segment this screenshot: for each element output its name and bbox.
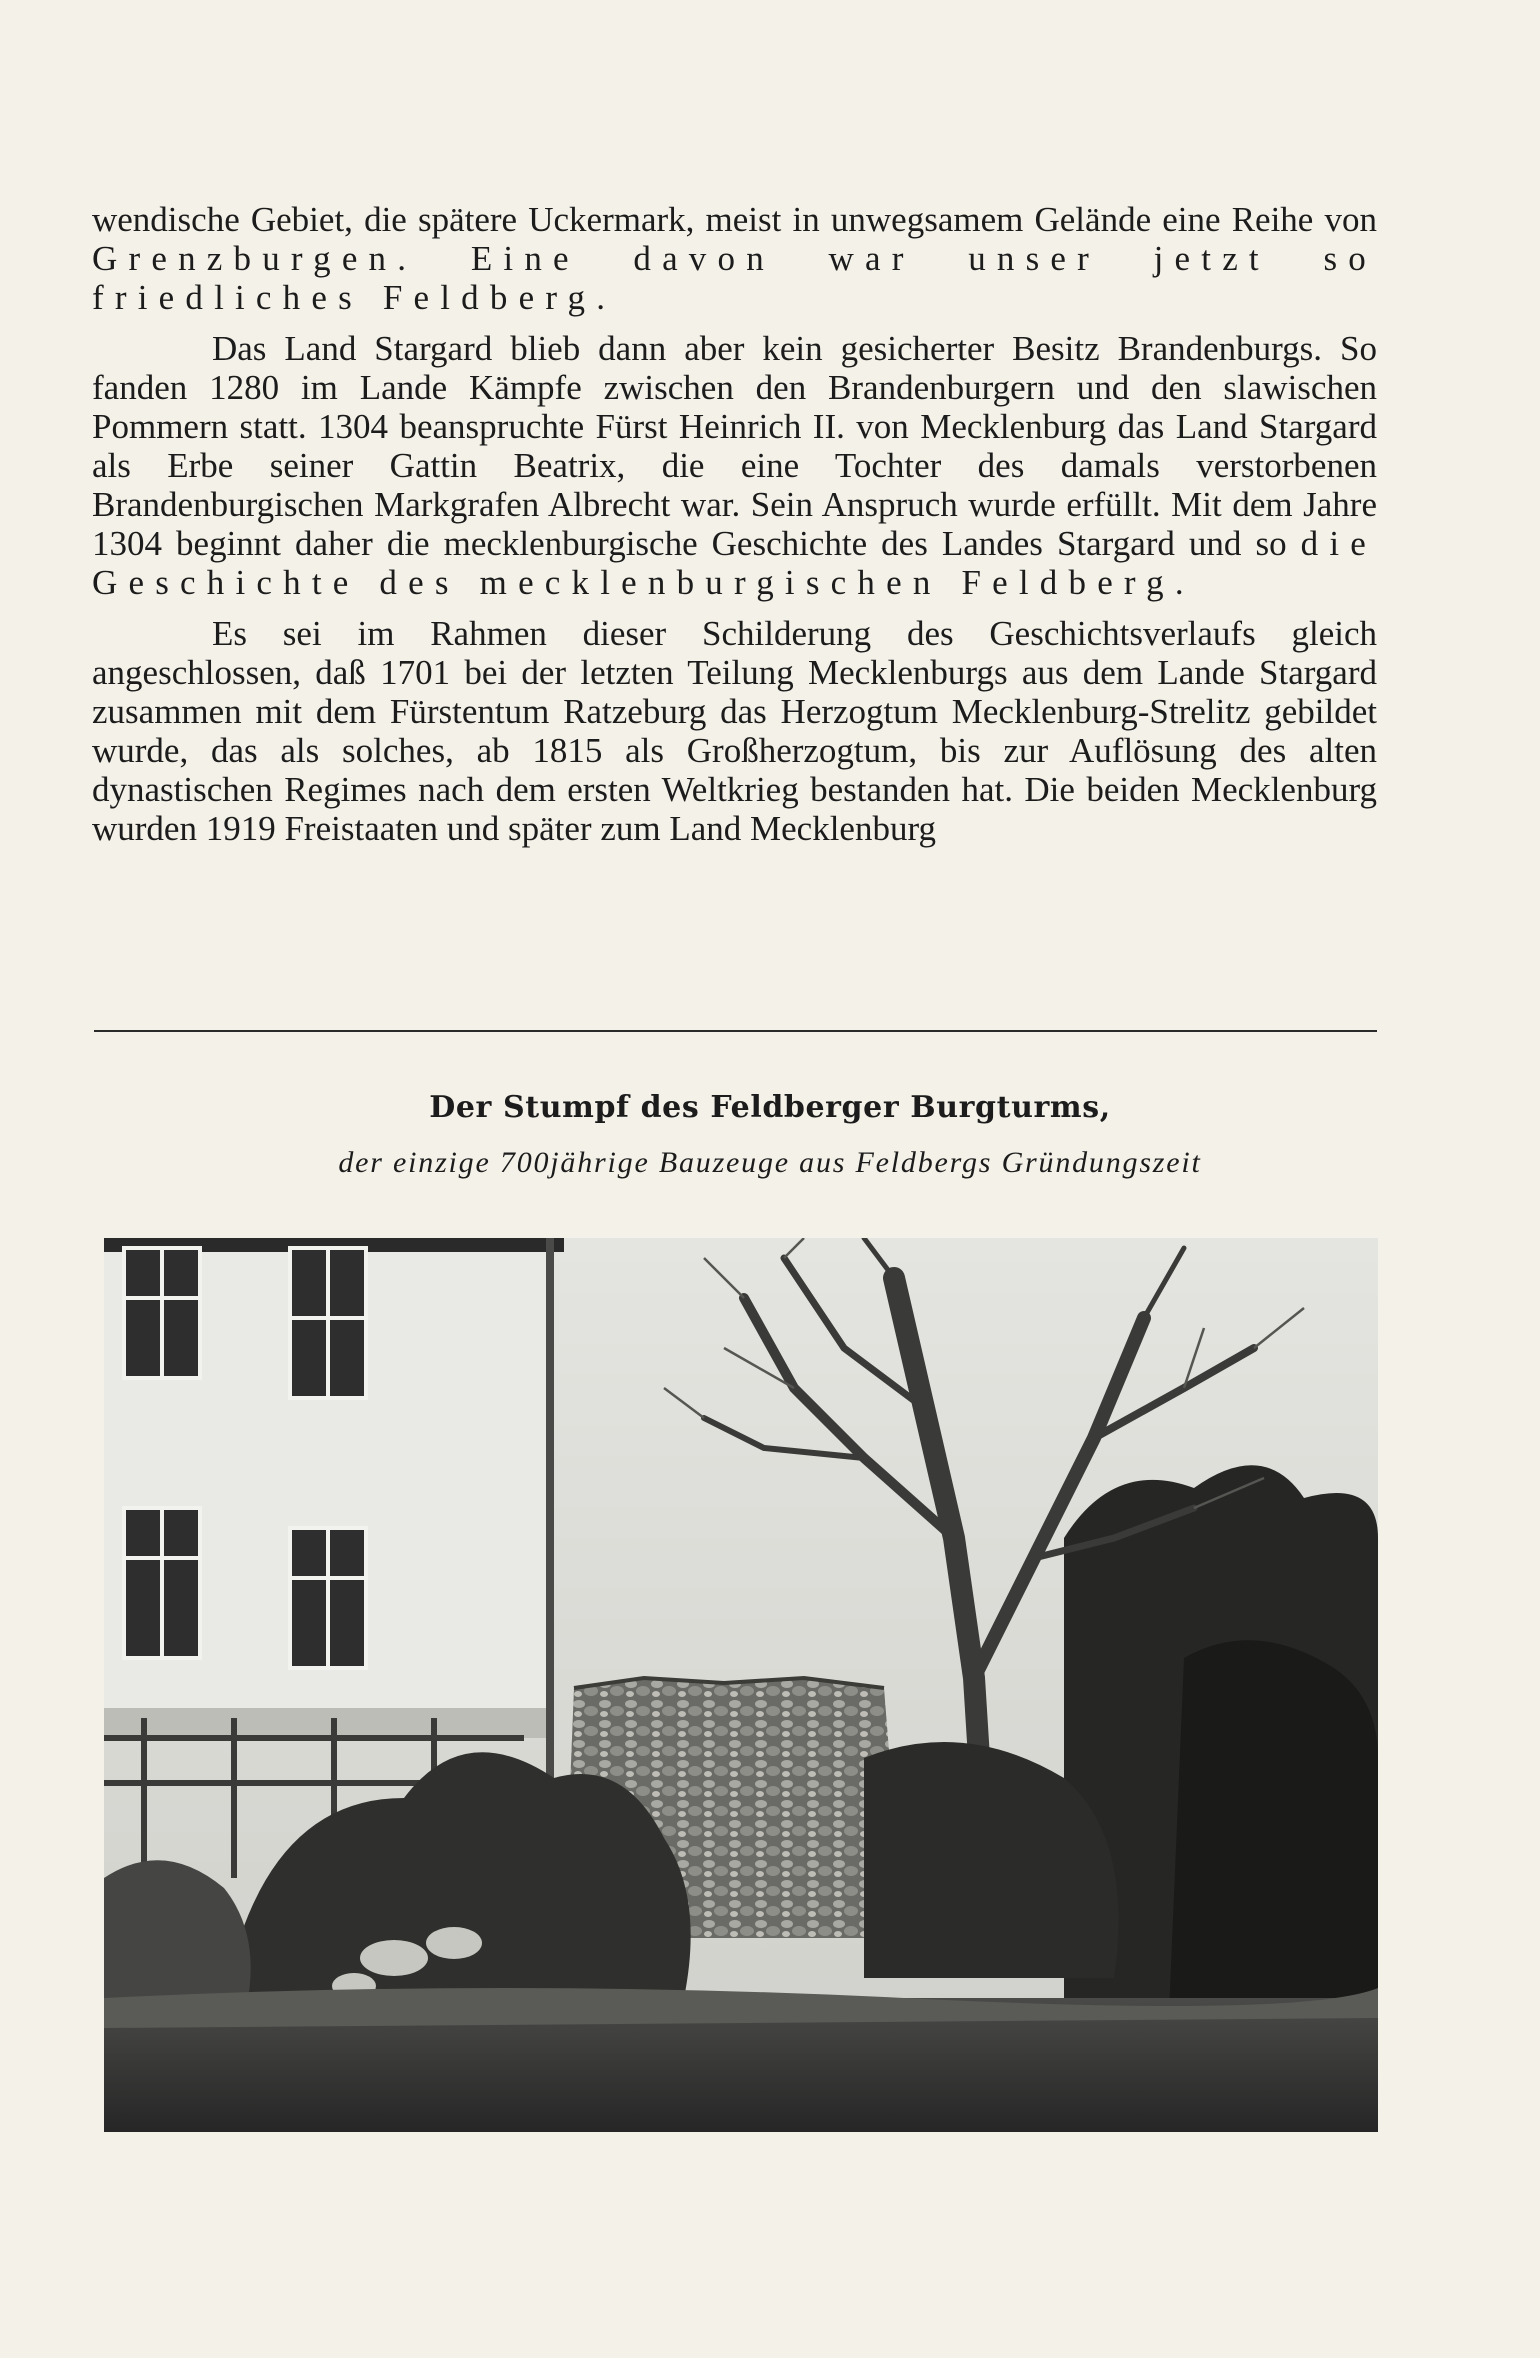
section-divider [94,1030,1377,1032]
paragraph-2 [92,329,1377,602]
photo-caption-subtitle: der einzige 700jährige Bauzeuge aus Feldbergs Gründungszeit [338,1146,1202,1179]
paragraph-2-text: Das Land Stargard blieb dann aber kein gesicherter Besitz Brandenburgs. So fanden 1280 im Lande Kämpfe zwischen den Brandenburgern und den slawischen Pommern statt. 1304 beanspruchte Fürst Heinrich II. von Mecklenburg das Land Stargard als Erbe seiner Gattin Beatrix, die eine Tochter des damals verstorbenen Brandenburgischen Markgrafen Albrecht war. Sein Anspruch wurde erfüllt. Mit dem Jahre 1304 beginnt daher die mecklenburgische Geschichte des Landes Stargard und so [92,329,1377,563]
paragraph-1 [92,200,1377,317]
paragraph-3: Es sei im Rahmen dieser Schilderung des Geschichtsverlaufs gleich angeschlossen, daß 1701 bei der letzten Teilung Mecklenburgs aus dem Lande Stargard zusammen mit dem Fürstentum Ratzeburg das Herzogtum Mecklenburg-Strelitz gebildet wurde, das als solches, ab 1815 als Großherzogtum, bis zur Auflösung des alten dynastischen Regimes nach dem ersten Weltkrieg bestanden hat. Die beiden Mecklenburg wurden 1919 Freistaaten und später zum Land Mecklenburg [92,614,1377,848]
body-text [92,200,1377,860]
paragraph-1-spaced-text: Grenzburgen. Eine davon war unser jetzt so friedliches Feldberg. [92,239,1377,317]
paragraph-1-text: wendische Gebiet, die spätere Uckermark, meist in unwegsamem Gelände eine Reihe von [92,200,1377,239]
photo-caption-title: Der Stumpf des Feldberger Burgturms, [429,1090,1111,1125]
photograph-castle-tower-stump [104,1238,1378,2132]
paragraph-2-spaced-text: die Geschichte des mecklenburgischen Feldberg. [92,524,1377,602]
